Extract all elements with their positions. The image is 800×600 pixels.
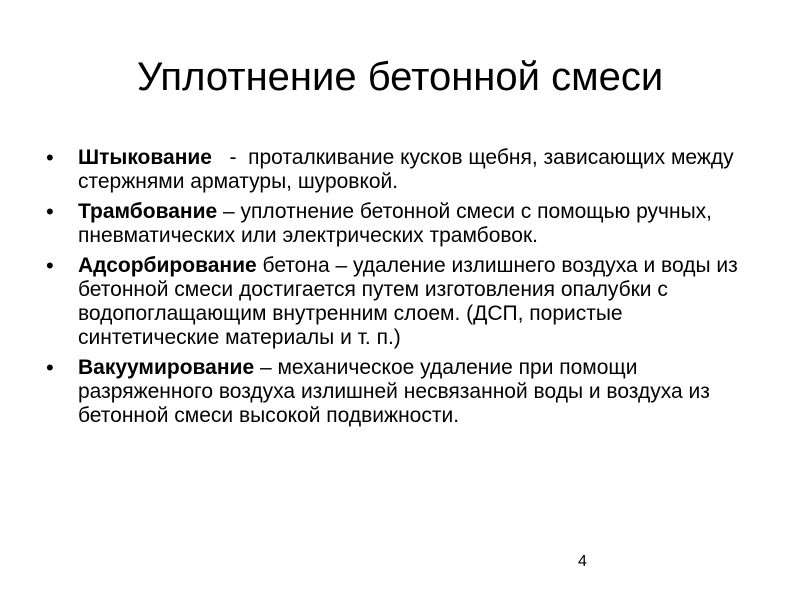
- slide-title: Уплотнение бетонной смеси: [136, 55, 664, 99]
- bullet-item-shtykovanie: [46, 146, 766, 194]
- definition-vakuumirovanie: – механическое удаление при помощи разряженного воздуха излишней несвязанной воды и воздуха из бетонной смеси высокой подвижности.: [78, 356, 710, 427]
- bullet-icon: •: [46, 145, 54, 170]
- bullet-icon: •: [46, 355, 54, 380]
- definition-shtykovanie: - проталкивание кусков щебня, зависающих между стержнями арматуры, шуровкой.: [78, 146, 740, 193]
- definition-trambovanie: – уплотнение бетонной смеси с помощью ручных, пневматических или электрических трамбовок.: [78, 200, 713, 247]
- bullet-list: [46, 146, 766, 434]
- bullet-item-trambovanie: [46, 200, 766, 248]
- bullet-item-adsorbirovanie: [46, 254, 766, 350]
- bullet-icon: •: [46, 199, 54, 224]
- term-shtykovanie: Штыкование: [78, 146, 212, 169]
- term-adsorbirovanie: Адсорбирование: [78, 254, 257, 277]
- bullet-icon: •: [46, 253, 54, 278]
- page-number: 4: [578, 553, 587, 570]
- definition-adsorbirovanie: бетона – удаление излишнего воздуха и воды из бетонной смеси достигается путем изготовления опалубки с водопоглащающим внутренним слоем. (ДСП, пористые синтетические материалы и т. п.): [78, 254, 738, 349]
- term-trambovanie: Трамбование: [78, 200, 218, 223]
- bullet-item-vakuumirovanie: [46, 356, 766, 428]
- term-vakuumirovanie: Вакуумирование: [78, 356, 255, 379]
